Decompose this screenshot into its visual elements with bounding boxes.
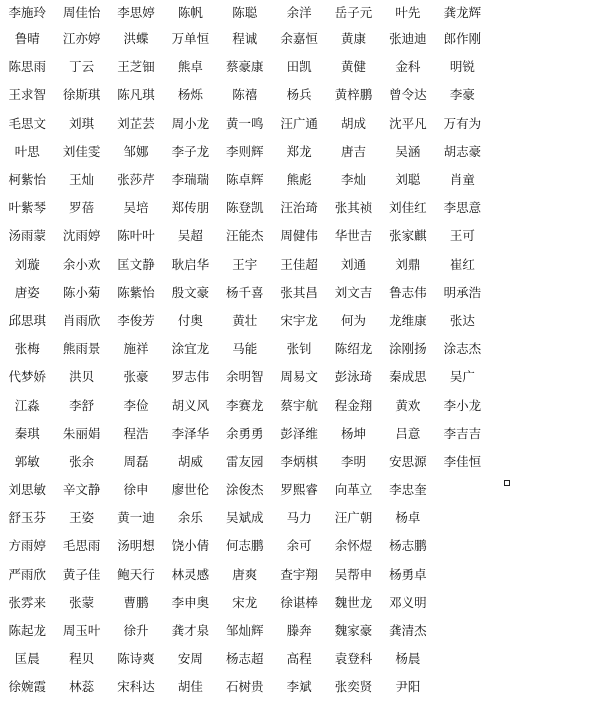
name-cell: 江淼 xyxy=(14,397,40,413)
name-cell: 叶思 xyxy=(14,143,40,159)
name-cell: 饶小倩 xyxy=(171,538,210,554)
name-cell: 张迪迪 xyxy=(389,31,427,47)
name-cell: 余乐 xyxy=(177,510,203,526)
name-cell: 涂俊杰 xyxy=(226,482,264,498)
name-cell: 李俊芳 xyxy=(117,312,155,328)
name-cell: 彭泳琦 xyxy=(334,369,373,385)
name-cell: 胡佳 xyxy=(177,679,203,695)
name-cell: 杨晨 xyxy=(395,651,421,667)
name-cell: 何为 xyxy=(341,312,367,328)
name-cell: 王求智 xyxy=(8,87,46,103)
table-row xyxy=(0,109,490,137)
name-cell: 李赛龙 xyxy=(226,397,264,413)
table-row xyxy=(0,334,490,362)
name-cell: 吴帮申 xyxy=(334,566,373,582)
name-cell: 蔡豪康 xyxy=(226,59,264,75)
name-cell: 龚才泉 xyxy=(171,623,210,639)
name-cell: 李则辉 xyxy=(226,143,264,159)
name-cell: 张豪 xyxy=(123,369,149,385)
name-cell: 江亦婷 xyxy=(62,31,101,47)
name-cell: 余明智 xyxy=(226,369,264,385)
name-cell: 张家麒 xyxy=(389,228,427,244)
name-cell: 李子龙 xyxy=(171,143,210,159)
name-cell: 程贝 xyxy=(69,651,95,667)
name-cell: 陈登凯 xyxy=(226,200,264,216)
name-cell: 唐爽 xyxy=(232,566,258,582)
name-cell: 杨志鹏 xyxy=(389,538,427,554)
name-cell: 田凯 xyxy=(286,59,312,75)
name-cell: 彭泽维 xyxy=(280,425,318,441)
name-cell: 杨坤 xyxy=(341,425,367,441)
name-cell: 龚清杰 xyxy=(389,623,427,639)
name-cell: 郑传朋 xyxy=(171,200,210,216)
name-cell: 林灵感 xyxy=(171,566,210,582)
name-cell: 蔡宇航 xyxy=(280,397,318,413)
name-cell: 陈思雨 xyxy=(8,59,46,75)
name-cell: 黄一鸣 xyxy=(226,115,264,131)
name-cell: 沈平凡 xyxy=(389,115,427,131)
name-cell: 李瑞瑞 xyxy=(171,172,210,188)
name-cell: 朱丽娟 xyxy=(62,425,101,441)
name-cell: 熊雨景 xyxy=(62,341,101,357)
name-cell: 陈卓辉 xyxy=(226,172,264,188)
name-cell: 秦成思 xyxy=(389,369,427,385)
name-cell: 李佳恒 xyxy=(443,453,482,469)
name-cell: 叶紫琴 xyxy=(8,200,46,216)
name-cell: 汤明想 xyxy=(117,538,155,554)
name-cell: 崔红 xyxy=(449,256,475,272)
name-cell: 张雰来 xyxy=(8,594,46,610)
name-cell: 黄梓鹏 xyxy=(334,87,373,103)
table-row xyxy=(0,193,490,221)
name-cell: 余怀煜 xyxy=(334,538,373,554)
name-cell: 程浩 xyxy=(123,425,149,441)
name-cell: 宋科达 xyxy=(117,679,155,695)
name-cell: 陈起龙 xyxy=(8,623,46,639)
name-cell: 耿启华 xyxy=(171,256,210,272)
name-cell: 李斌 xyxy=(286,679,312,695)
name-cell: 唐姿 xyxy=(14,284,40,300)
name-cell: 代梦娇 xyxy=(8,369,46,385)
table-row xyxy=(0,52,490,80)
name-cell: 汤雨蒙 xyxy=(8,228,46,244)
table-row xyxy=(0,560,490,588)
table-row xyxy=(0,475,490,503)
name-cell: 张钊 xyxy=(286,341,312,357)
name-cell: 胡威 xyxy=(177,453,203,469)
name-cell: 汪能杰 xyxy=(226,228,264,244)
table-row xyxy=(0,672,490,700)
name-cell: 张其昌 xyxy=(280,284,318,300)
name-cell: 匡文静 xyxy=(117,256,155,272)
name-cell: 徐申 xyxy=(123,482,149,498)
name-cell: 叶先 xyxy=(395,5,421,20)
name-cell: 王佳超 xyxy=(280,256,318,272)
name-cell: 汪治琦 xyxy=(280,200,318,216)
name-cell: 余小欢 xyxy=(62,256,101,272)
name-cell: 柯紫怡 xyxy=(8,172,46,188)
name-cell: 余可 xyxy=(286,538,312,554)
name-cell: 郑龙 xyxy=(286,143,312,159)
name-cell: 杨志超 xyxy=(226,651,264,667)
name-cell: 何志鹏 xyxy=(226,538,264,554)
table-row xyxy=(0,503,490,531)
name-cell: 杨卓 xyxy=(395,510,421,526)
name-cell: 周玉叶 xyxy=(62,623,101,639)
name-cell: 刘文吉 xyxy=(334,284,373,300)
name-cell: 熊彪 xyxy=(286,172,312,188)
name-cell: 周佳怡 xyxy=(62,5,101,20)
name-cell: 李施玲 xyxy=(8,5,46,20)
name-cell: 陈聪 xyxy=(232,5,258,20)
table-row xyxy=(0,250,490,278)
name-cell: 鲁志伟 xyxy=(389,284,427,300)
name-cell: 罗蓓 xyxy=(69,200,95,216)
table-row xyxy=(0,588,490,616)
name-cell: 万单恒 xyxy=(171,31,210,47)
name-cell: 王芝钿 xyxy=(117,59,155,75)
name-cell: 秦琪 xyxy=(14,425,40,441)
name-cell: 辛文静 xyxy=(62,482,101,498)
name-cell: 严雨欣 xyxy=(8,566,46,582)
name-cell: 张奕贤 xyxy=(334,679,373,695)
name-cell: 周易文 xyxy=(280,369,318,385)
name-cell: 龚龙辉 xyxy=(443,5,482,20)
name-cell: 陈诗爽 xyxy=(117,651,155,667)
name-cell: 付奥 xyxy=(177,312,203,328)
name-cell: 魏家豪 xyxy=(334,623,373,639)
name-cell: 邹灿辉 xyxy=(226,623,264,639)
name-cell: 李灿 xyxy=(341,172,367,188)
name-cell: 岳子元 xyxy=(334,5,373,20)
name-cell: 徐婉霞 xyxy=(8,679,46,695)
name-cell: 王灿 xyxy=(69,172,95,188)
name-cell: 陈禧 xyxy=(232,87,258,103)
name-cell: 石树贵 xyxy=(226,679,264,695)
table-row xyxy=(0,419,490,447)
name-cell: 李小龙 xyxy=(443,397,482,413)
name-cell: 涂刚扬 xyxy=(389,341,427,357)
name-cell: 安周 xyxy=(177,651,203,667)
name-cell: 吴斌成 xyxy=(226,510,264,526)
name-cell: 杨烁 xyxy=(177,87,203,103)
name-cell: 徐斯琪 xyxy=(62,87,101,103)
name-cell: 郭敏 xyxy=(14,453,40,469)
name-cell: 胡成 xyxy=(341,115,367,131)
name-cell: 方雨婷 xyxy=(8,538,46,554)
name-cell: 汪广通 xyxy=(280,115,318,131)
name-cell: 余洋 xyxy=(286,5,312,20)
name-cell: 向革立 xyxy=(334,482,373,498)
name-cell: 李豪 xyxy=(449,87,475,103)
name-cell: 曹鹏 xyxy=(123,594,149,610)
name-cell: 涂志杰 xyxy=(443,341,482,357)
name-cell: 明锐 xyxy=(449,59,475,75)
name-cell: 袁登科 xyxy=(334,651,373,667)
name-cell: 陈凡琪 xyxy=(117,87,155,103)
name-cell: 李思意 xyxy=(443,200,482,216)
name-cell: 王可 xyxy=(449,228,475,244)
name-cell: 吕意 xyxy=(395,425,421,441)
name-cell: 王宇 xyxy=(232,256,258,272)
name-cell: 邹娜 xyxy=(123,143,149,159)
name-cell: 吴广 xyxy=(449,369,475,385)
name-cell: 肖雨欣 xyxy=(62,312,101,328)
name-cell: 张其祯 xyxy=(334,200,373,216)
name-cell: 宋宇龙 xyxy=(280,312,318,328)
name-cell: 陈绍龙 xyxy=(334,341,373,357)
name-cell: 明承浩 xyxy=(443,284,482,300)
table-row xyxy=(0,531,490,559)
name-cell: 毛思文 xyxy=(8,115,46,131)
name-cell: 陈小菊 xyxy=(62,284,101,300)
name-cell: 李明 xyxy=(341,453,367,469)
name-cell: 鲍天行 xyxy=(117,566,155,582)
name-cell: 王姿 xyxy=(69,510,95,526)
name-cell: 龙维康 xyxy=(389,312,427,328)
name-cell: 魏世龙 xyxy=(334,594,373,610)
name-cell: 罗熙睿 xyxy=(280,482,318,498)
name-cell: 刘琪 xyxy=(69,115,95,131)
table-row xyxy=(0,644,490,672)
table-row xyxy=(0,616,490,644)
name-cell: 刘璇 xyxy=(14,256,40,272)
name-cell: 李舒 xyxy=(69,397,95,413)
name-cell: 马力 xyxy=(286,510,312,526)
name-cell: 胡志豪 xyxy=(443,143,482,159)
name-cell: 李申奥 xyxy=(171,594,210,610)
name-cell: 查宇翔 xyxy=(280,566,318,582)
name-cell: 周健伟 xyxy=(280,228,318,244)
table-row xyxy=(0,0,490,24)
name-cell: 涂宜龙 xyxy=(171,341,210,357)
name-cell: 余嘉恒 xyxy=(280,31,318,47)
name-cell: 华世吉 xyxy=(334,228,373,244)
table-row xyxy=(0,306,490,334)
name-cell: 马能 xyxy=(232,341,258,357)
name-cell: 李思婷 xyxy=(117,5,155,20)
table-row xyxy=(0,447,490,475)
name-cell: 杨勇卓 xyxy=(389,566,427,582)
name-cell: 毛思雨 xyxy=(62,538,101,554)
name-cell: 黄壮 xyxy=(232,312,258,328)
name-cell: 金科 xyxy=(395,59,421,75)
name-cell: 高程 xyxy=(286,651,312,667)
name-cell: 李炳棋 xyxy=(280,453,318,469)
name-cell: 宋龙 xyxy=(232,594,258,610)
table-row xyxy=(0,137,490,165)
name-cell: 沈雨婷 xyxy=(62,228,101,244)
table-row xyxy=(0,24,490,52)
name-cell: 曾令达 xyxy=(389,87,427,103)
name-cell: 刘佳红 xyxy=(389,200,427,216)
name-cell: 刘芷芸 xyxy=(117,115,155,131)
name-cell: 张余 xyxy=(69,453,95,469)
table-row xyxy=(0,80,490,108)
name-cell: 陈叶叶 xyxy=(117,228,155,244)
name-cell: 周小龙 xyxy=(171,115,210,131)
name-cell: 廖世伦 xyxy=(171,482,210,498)
name-cell: 黄欢 xyxy=(395,397,421,413)
name-cell: 程诚 xyxy=(232,31,258,47)
name-cell: 李泽华 xyxy=(171,425,210,441)
name-cell: 张蒙 xyxy=(69,594,95,610)
name-cell: 万有为 xyxy=(443,115,482,131)
name-cell: 汪广朝 xyxy=(334,510,373,526)
name-cell: 李忠奎 xyxy=(389,482,427,498)
name-cell: 熊卓 xyxy=(177,59,203,75)
name-cell: 郎作刚 xyxy=(443,31,482,47)
name-cell: 林蕊 xyxy=(69,679,95,695)
name-cell: 匡晨 xyxy=(14,651,40,667)
name-cell: 尹阳 xyxy=(395,679,421,695)
name-cell: 吴涵 xyxy=(395,143,421,159)
name-cell: 洪蝶 xyxy=(123,31,149,47)
name-cell: 周磊 xyxy=(123,453,149,469)
name-cell: 余勇勇 xyxy=(226,425,264,441)
name-cell: 刘通 xyxy=(341,256,367,272)
name-cell: 黄子佳 xyxy=(62,566,101,582)
name-cell: 徐谌棒 xyxy=(280,594,318,610)
name-cell: 杨千喜 xyxy=(226,284,264,300)
name-cell: 胡义风 xyxy=(171,397,210,413)
name-cell: 刘思敏 xyxy=(8,482,46,498)
table-row xyxy=(0,278,490,306)
name-cell: 刘佳雯 xyxy=(62,143,101,159)
name-cell: 陈紫怡 xyxy=(117,284,155,300)
name-cell: 罗志伟 xyxy=(171,369,210,385)
name-cell: 邓义明 xyxy=(389,594,427,610)
table-row xyxy=(0,362,490,390)
name-cell: 黄康 xyxy=(341,31,367,47)
table-row xyxy=(0,165,490,193)
name-cell: 安思源 xyxy=(389,453,427,469)
name-cell: 唐吉 xyxy=(341,143,367,159)
name-cell: 杨兵 xyxy=(286,87,312,103)
name-cell: 舒玉芬 xyxy=(8,510,46,526)
name-cell: 邱思琪 xyxy=(8,312,46,328)
name-cell: 陈帆 xyxy=(177,5,203,20)
name-cell: 张莎芹 xyxy=(117,172,155,188)
name-cell: 程金翔 xyxy=(334,397,373,413)
name-cell: 滕奔 xyxy=(286,623,312,639)
name-cell: 徐升 xyxy=(123,623,149,639)
name-cell: 殷文豪 xyxy=(171,284,210,300)
name-cell: 黄健 xyxy=(341,59,367,75)
selection-handle[interactable] xyxy=(504,480,510,486)
table-row xyxy=(0,221,490,249)
name-cell: 雷友园 xyxy=(226,453,264,469)
name-cell: 张梅 xyxy=(14,341,40,357)
name-cell: 丁云 xyxy=(69,59,95,75)
name-cell: 吴培 xyxy=(123,200,149,216)
name-cell: 黄一迪 xyxy=(117,510,155,526)
name-cell: 肖童 xyxy=(449,172,475,188)
name-cell: 洪贝 xyxy=(69,369,95,385)
name-cell: 李俭 xyxy=(123,397,149,413)
name-cell: 刘鼎 xyxy=(395,256,421,272)
name-cell: 李吉吉 xyxy=(443,425,482,441)
name-cell: 鲁晴 xyxy=(14,31,40,47)
table-row xyxy=(0,390,490,418)
name-cell: 施祥 xyxy=(123,341,149,357)
name-cell: 刘聪 xyxy=(395,172,421,188)
name-cell: 吴超 xyxy=(177,228,203,244)
name-cell: 张达 xyxy=(449,312,475,328)
